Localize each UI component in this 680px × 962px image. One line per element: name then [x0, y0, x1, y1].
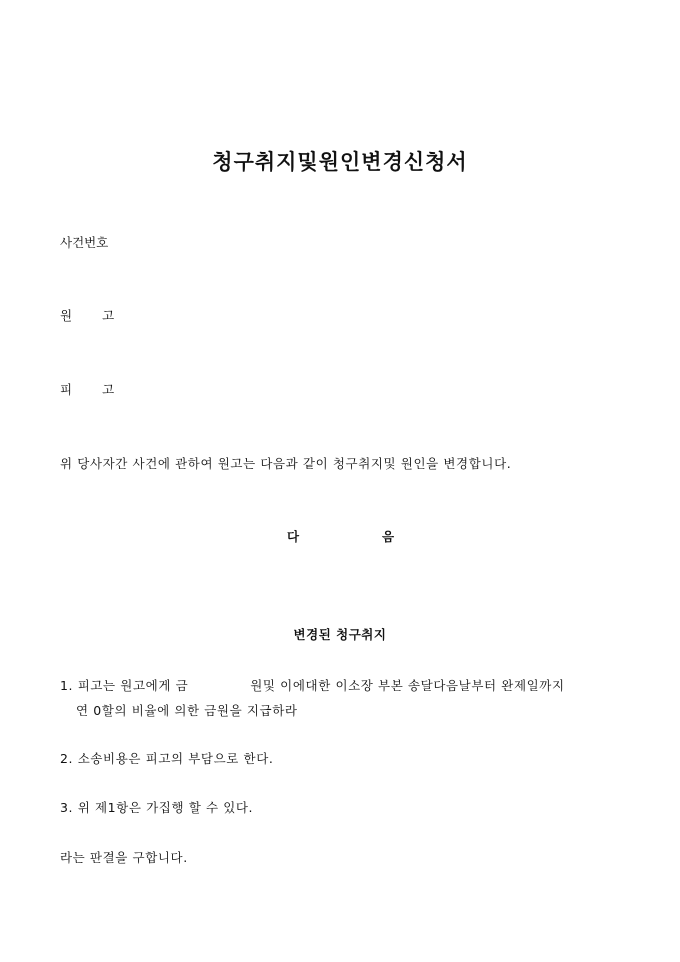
claim-item-1-suffix: 원및 이에대한 이소장 부본 송달다음날부터 완제일까지 [250, 678, 565, 693]
defendant-label-char-1: 피 [60, 382, 73, 397]
defendant-label [60, 380, 114, 398]
heading-eum: 음 [382, 529, 395, 544]
claim-item-1-line2: 연 0할의 비율에 의한 금원을 지급하라 [76, 703, 298, 718]
section-title: 변경된 청구취지 [293, 627, 387, 642]
case-number-label: 사건번호 [60, 235, 109, 250]
plaintiff-label-char-1: 원 [60, 308, 73, 323]
plaintiff-field [60, 306, 114, 324]
closing-statement: 라는 판결을 구합니다. [60, 850, 188, 865]
heading-da: 다 [287, 529, 300, 544]
defendant-label-char-2: 고 [102, 382, 115, 397]
plaintiff-label-char-2: 고 [102, 308, 115, 323]
document-title: 청구취지및원인변경신청서 [212, 149, 468, 174]
plaintiff-label [60, 306, 114, 324]
claim-item-3: 3. 위 제1항은 가집행 할 수 있다. [60, 800, 254, 815]
claim-item-1-prefix: 1. 피고는 원고에게 금 [60, 678, 189, 693]
intro-paragraph: 위 당사자간 사건에 관하여 원고는 다음과 같이 청구취지및 원인을 변경합니다. [60, 456, 512, 471]
claim-item-1 [60, 676, 645, 719]
defendant-field [60, 380, 114, 398]
case-number-field [60, 233, 108, 251]
claim-item-2: 2. 소송비용은 피고의 부담으로 한다. [60, 751, 274, 766]
